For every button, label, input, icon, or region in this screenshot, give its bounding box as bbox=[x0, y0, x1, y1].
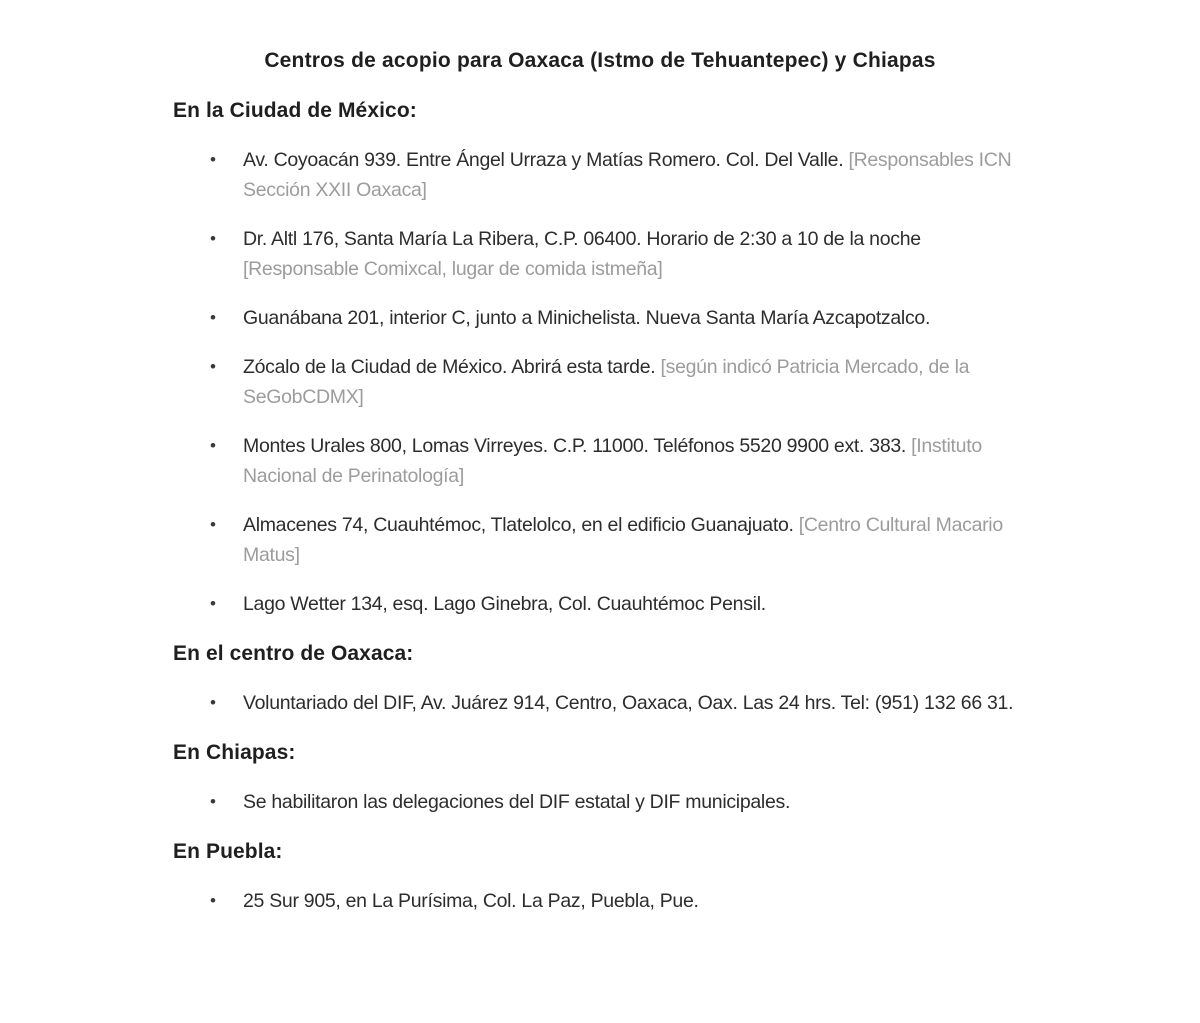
item-note: [Instituto Nacional de Perinatología] bbox=[243, 435, 982, 487]
bullet-icon: • bbox=[210, 792, 216, 811]
list-item bbox=[210, 886, 1200, 916]
item-note: [Centro Cultural Macario Matus] bbox=[243, 514, 1003, 566]
list-item bbox=[210, 510, 1200, 570]
page-title: Centros de acopio para Oaxaca (Istmo de Tehuantepec) y Chiapas bbox=[264, 49, 936, 72]
list-item bbox=[210, 589, 1200, 619]
list-item bbox=[210, 303, 1200, 333]
bullet-icon: • bbox=[210, 308, 216, 327]
item-body bbox=[243, 886, 699, 916]
section-cdmx bbox=[0, 96, 1200, 619]
item-text: Almacenes 74, Cuauhtémoc, Tlatelolco, en el edificio Guanajuato. bbox=[243, 514, 794, 536]
bullet-icon: • bbox=[210, 515, 216, 534]
item-body bbox=[243, 303, 930, 333]
item-body bbox=[243, 688, 1013, 718]
item-text: Av. Coyoacán 939. Entre Ángel Urraza y Matías Romero. Col. Del Valle. bbox=[243, 149, 844, 171]
section-heading: En Chiapas: bbox=[173, 741, 296, 764]
list-item bbox=[210, 688, 1200, 718]
bullet-icon: • bbox=[210, 891, 216, 910]
item-text: Se habilitaron las delegaciones del DIF estatal y DIF municipales. bbox=[243, 791, 791, 813]
item-text: Voluntariado del DIF, Av. Juárez 914, Centro, Oaxaca, Oax. Las 24 hrs. Tel: (951) 132 66 31. bbox=[243, 692, 1014, 714]
item-text: Montes Urales 800, Lomas Virreyes. C.P. 11000. Teléfonos 5520 9900 ext. 383. bbox=[243, 435, 907, 457]
section-oaxaca bbox=[0, 639, 1200, 718]
list-item bbox=[210, 224, 1200, 284]
item-text: Zócalo de la Ciudad de México. Abrirá esta tarde. bbox=[243, 356, 656, 378]
section-puebla bbox=[0, 837, 1200, 916]
section-heading: En el centro de Oaxaca: bbox=[173, 642, 414, 665]
bullet-icon: • bbox=[210, 594, 216, 613]
list-item bbox=[210, 431, 1200, 491]
item-body bbox=[243, 224, 1028, 284]
item-body bbox=[243, 510, 1028, 570]
bullet-icon: • bbox=[210, 150, 216, 169]
item-text: Dr. Altl 176, Santa María La Ribera, C.P. 06400. Horario de 2:30 a 10 de la noche bbox=[243, 228, 921, 250]
section-chiapas bbox=[0, 738, 1200, 817]
list-item bbox=[210, 145, 1200, 205]
bullet-icon: • bbox=[210, 693, 216, 712]
bullet-icon: • bbox=[210, 229, 216, 248]
list-item bbox=[210, 352, 1200, 412]
bullet-icon: • bbox=[210, 436, 216, 455]
item-body bbox=[243, 145, 1028, 205]
item-note: [según indicó Patricia Mercado, de la SeGobCDMX] bbox=[243, 356, 970, 408]
bullet-icon: • bbox=[210, 357, 216, 376]
list-item bbox=[210, 787, 1200, 817]
item-body bbox=[243, 352, 1028, 412]
item-body bbox=[243, 787, 790, 817]
item-note: [Responsable Comixcal, lugar de comida istmeña] bbox=[243, 258, 663, 280]
item-text: 25 Sur 905, en La Purísima, Col. La Paz, Puebla, Pue. bbox=[243, 890, 699, 912]
item-body bbox=[243, 589, 766, 619]
section-heading: En Puebla: bbox=[173, 840, 283, 863]
item-text: Guanábana 201, interior C, junto a Minichelista. Nueva Santa María Azcapotzalco. bbox=[243, 307, 931, 329]
section-heading: En la Ciudad de México: bbox=[173, 99, 417, 122]
item-body bbox=[243, 431, 1028, 491]
item-note: [Responsables ICN Sección XXII Oaxaca] bbox=[243, 149, 1012, 201]
item-text: Lago Wetter 134, esq. Lago Ginebra, Col. Cuauhtémoc Pensil. bbox=[243, 593, 766, 615]
